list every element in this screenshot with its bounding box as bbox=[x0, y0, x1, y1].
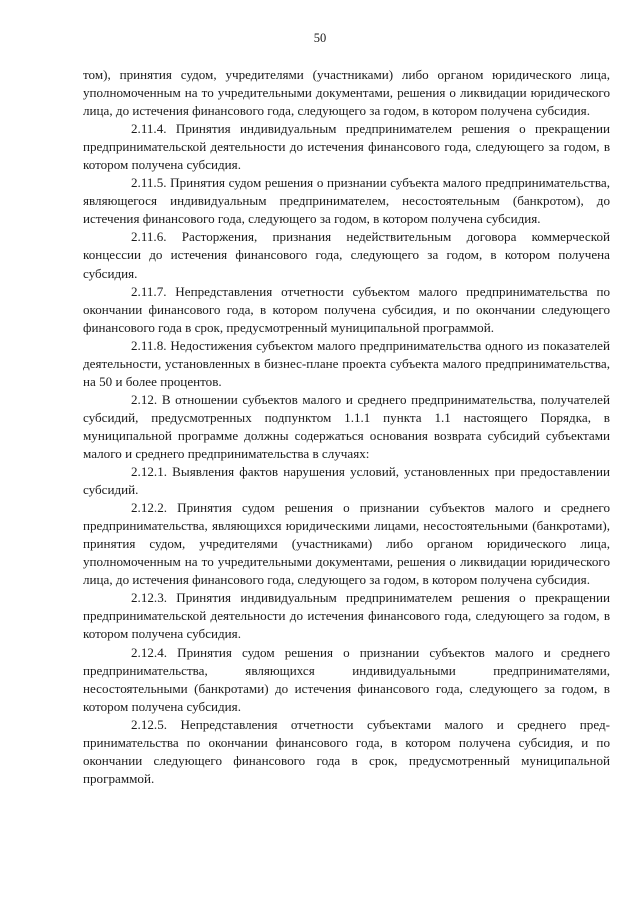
paragraph-2-11-7: 2.11.7. Непредставления отчетности субъектом малого предпринимательства по окончании финансового года, в котором получена субсидия, и по окончании следующего финансового года в срок, предусмотренный муниципальной программой. bbox=[83, 283, 610, 335]
paragraph-2-12-4: 2.12.4. Принятия судом решения о признании субъектов малого и среднего предпринимательства, являющихся индивидуальными предпринимателями, несостоятельными (банкротами) до истечения финансового года, следующего за годом, в котором получена субсидия. bbox=[83, 644, 610, 714]
paragraph-2-12-2: 2.12.2. Принятия судом решения о признании субъектов малого и среднего предпринимательства, являющихся юридическими лицами, несостоятельными (банкротами), принятия судом, учредителями (участниками) либо органом юридического лица, уполномоченным на то учредительными документами, решения о ликвидации юридического лица, до истечения финансового года, следующего за годом, в котором получена субсидия. bbox=[83, 500, 610, 588]
document-body bbox=[83, 66, 610, 788]
paragraph-2-12-5: 2.12.5. Непредставления отчетности субъектами малого и среднего предпринимательства по окончании финансового года, в котором получена субсидия, и по окончании следующего финансового года в срок, предусмотренный муниципальной программой. bbox=[83, 716, 610, 786]
paragraph-continuation: том), принятия судом, учредителями (участниками) либо органом юридического лица, уполномоченным на то учредительными документами, решения о ликвидации юридического лица, до истечения финансового года, следующего за годом, в котором получена субсидия. bbox=[83, 67, 610, 119]
paragraph-2-11-8: 2.11.8. Недостижения субъектом малого предпринимательства одного из показателей деятельности, установленных в бизнес-плане проекта субъекта малого предпринимательства, на 50 и более процентов. bbox=[83, 337, 610, 389]
paragraph-2-11-6: 2.11.6. Расторжения, признания недействительным договора коммерческой концессии до истечения финансового года, следующего за годом, в котором получена субсидия. bbox=[83, 229, 610, 281]
paragraph-2-12: 2.12. В отношении субъектов малого и среднего предпринимательства, получателей субсидий, предусмотренных подпунктом 1.1.1 пункта 1.1 настоящего Порядка, в муниципальной программе должны содержаться основания возврата субсидий субъектами малого и среднего предпринимательства в случаях: bbox=[83, 391, 610, 461]
page-number: 50 bbox=[313, 31, 327, 45]
paragraph-2-12-3: 2.12.3. Принятия индивидуальным предпринимателем решения о прекращении предпринимательской деятельности до истечения финансового года, следующего за годом, в котором получена субсидия. bbox=[83, 590, 610, 642]
paragraph-2-11-4: 2.11.4. Принятия индивидуальным предпринимателем решения о прекращении предпринимательской деятельности до истечения финансового года, следующего за годом, в котором получена субсидия. bbox=[83, 121, 610, 173]
paragraph-2-12-1: 2.12.1. Выявления фактов нарушения условий, установленных при предоставлении субсидий. bbox=[83, 464, 610, 498]
paragraph-2-11-5: 2.11.5. Принятия судом решения о признании субъекта малого предпринимательства, являющегося индивидуальным предпринимателем, несостоятельным (банкротом), до истечения финансового года, следующего за годом, в котором получена субсидия. bbox=[83, 175, 610, 227]
